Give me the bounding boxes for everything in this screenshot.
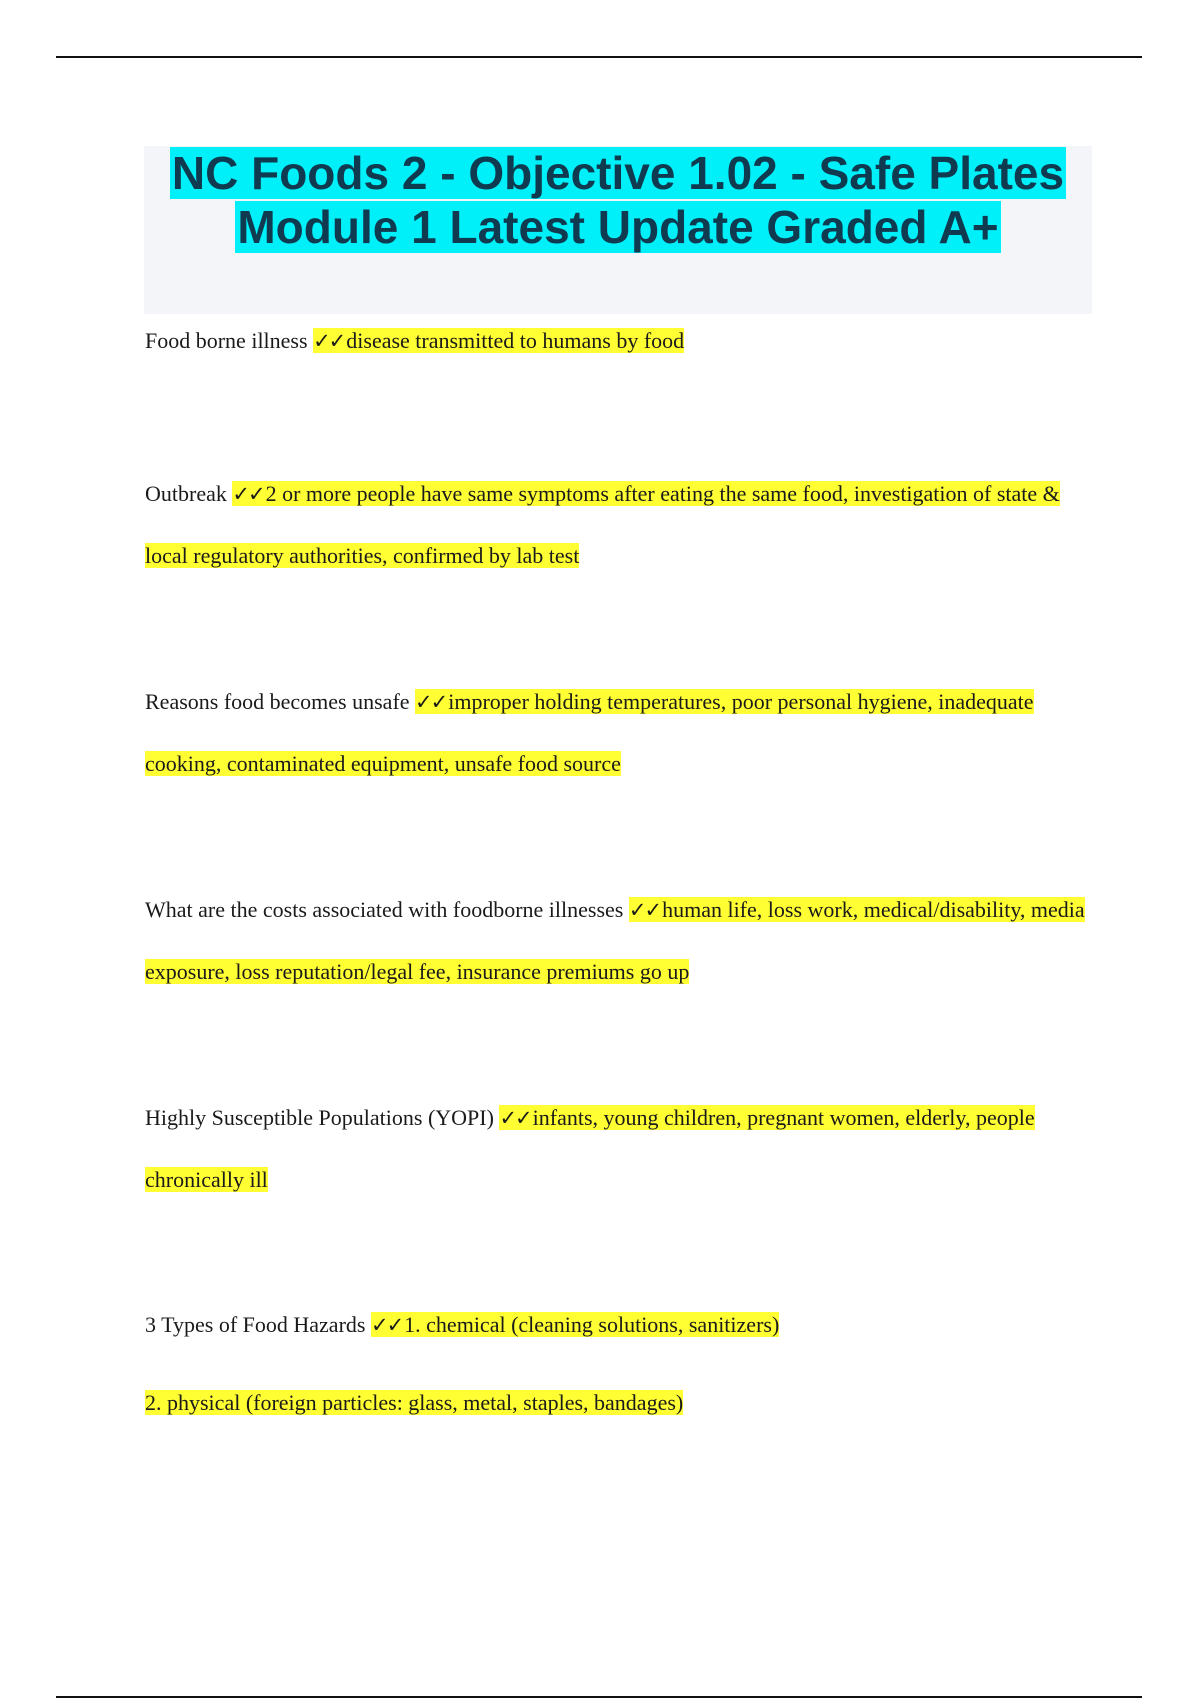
term-text: Highly Susceptible Populations (YOPI)	[145, 1105, 494, 1130]
definition-line2-text: 2. physical (foreign particles: glass, metal, staples, bandages)	[145, 1390, 684, 1415]
term-text: Reasons food becomes unsafe	[145, 689, 410, 714]
definition-highlight	[313, 328, 684, 353]
term-text: Food borne illness	[145, 328, 308, 353]
definition-text: human life, loss work, medical/disability, media exposure, loss reputation/legal fee, insurance premiums go up	[145, 897, 1085, 984]
definition-text: 1. chemical (cleaning solutions, sanitizers)	[404, 1312, 780, 1337]
title-panel	[144, 146, 1092, 314]
double-check-icon: ✓✓	[232, 482, 264, 506]
definition-text: 2 or more people have same symptoms after eating the same food, investigation of state & local regulatory authorities, confirmed by lab test	[145, 481, 1060, 568]
term-text: What are the costs associated with foodborne illnesses	[145, 897, 624, 922]
definition-second-line	[145, 1372, 779, 1433]
header-rule	[56, 56, 1142, 58]
double-check-icon: ✓✓	[370, 1313, 403, 1337]
definition-highlight	[145, 481, 1060, 568]
double-check-icon: ✓✓	[415, 690, 447, 714]
term-text: 3 Types of Food Hazards	[145, 1312, 366, 1337]
qa-item-costs-foodborne-illness	[145, 879, 1085, 1002]
definition-highlight	[371, 1312, 779, 1337]
definition-text: infants, young children, pregnant women, elderly, people chronically ill	[145, 1105, 1035, 1192]
definition-text: improper holding temperatures, poor personal hygiene, inadequate cooking, contaminated equipment, unsafe food source	[145, 689, 1034, 776]
document-title-text: NC Foods 2 - Objective 1.02 - Safe Plates Module 1 Latest Update Graded A+	[171, 147, 1065, 253]
definition-text: disease transmitted to humans by food	[346, 328, 685, 353]
double-check-icon: ✓✓	[628, 898, 661, 922]
qa-item-outbreak	[145, 463, 1085, 586]
term-text: Outbreak	[145, 481, 227, 506]
double-check-icon: ✓✓	[313, 329, 345, 353]
qa-item-reasons-food-unsafe	[145, 671, 1085, 794]
double-check-icon: ✓✓	[499, 1106, 531, 1130]
footer-rule	[56, 1696, 1142, 1698]
qa-item-food-borne-illness	[145, 310, 684, 372]
document-title	[144, 146, 1092, 254]
qa-item-susceptible-populations	[145, 1087, 1085, 1210]
qa-item-food-hazard-types	[145, 1294, 779, 1433]
